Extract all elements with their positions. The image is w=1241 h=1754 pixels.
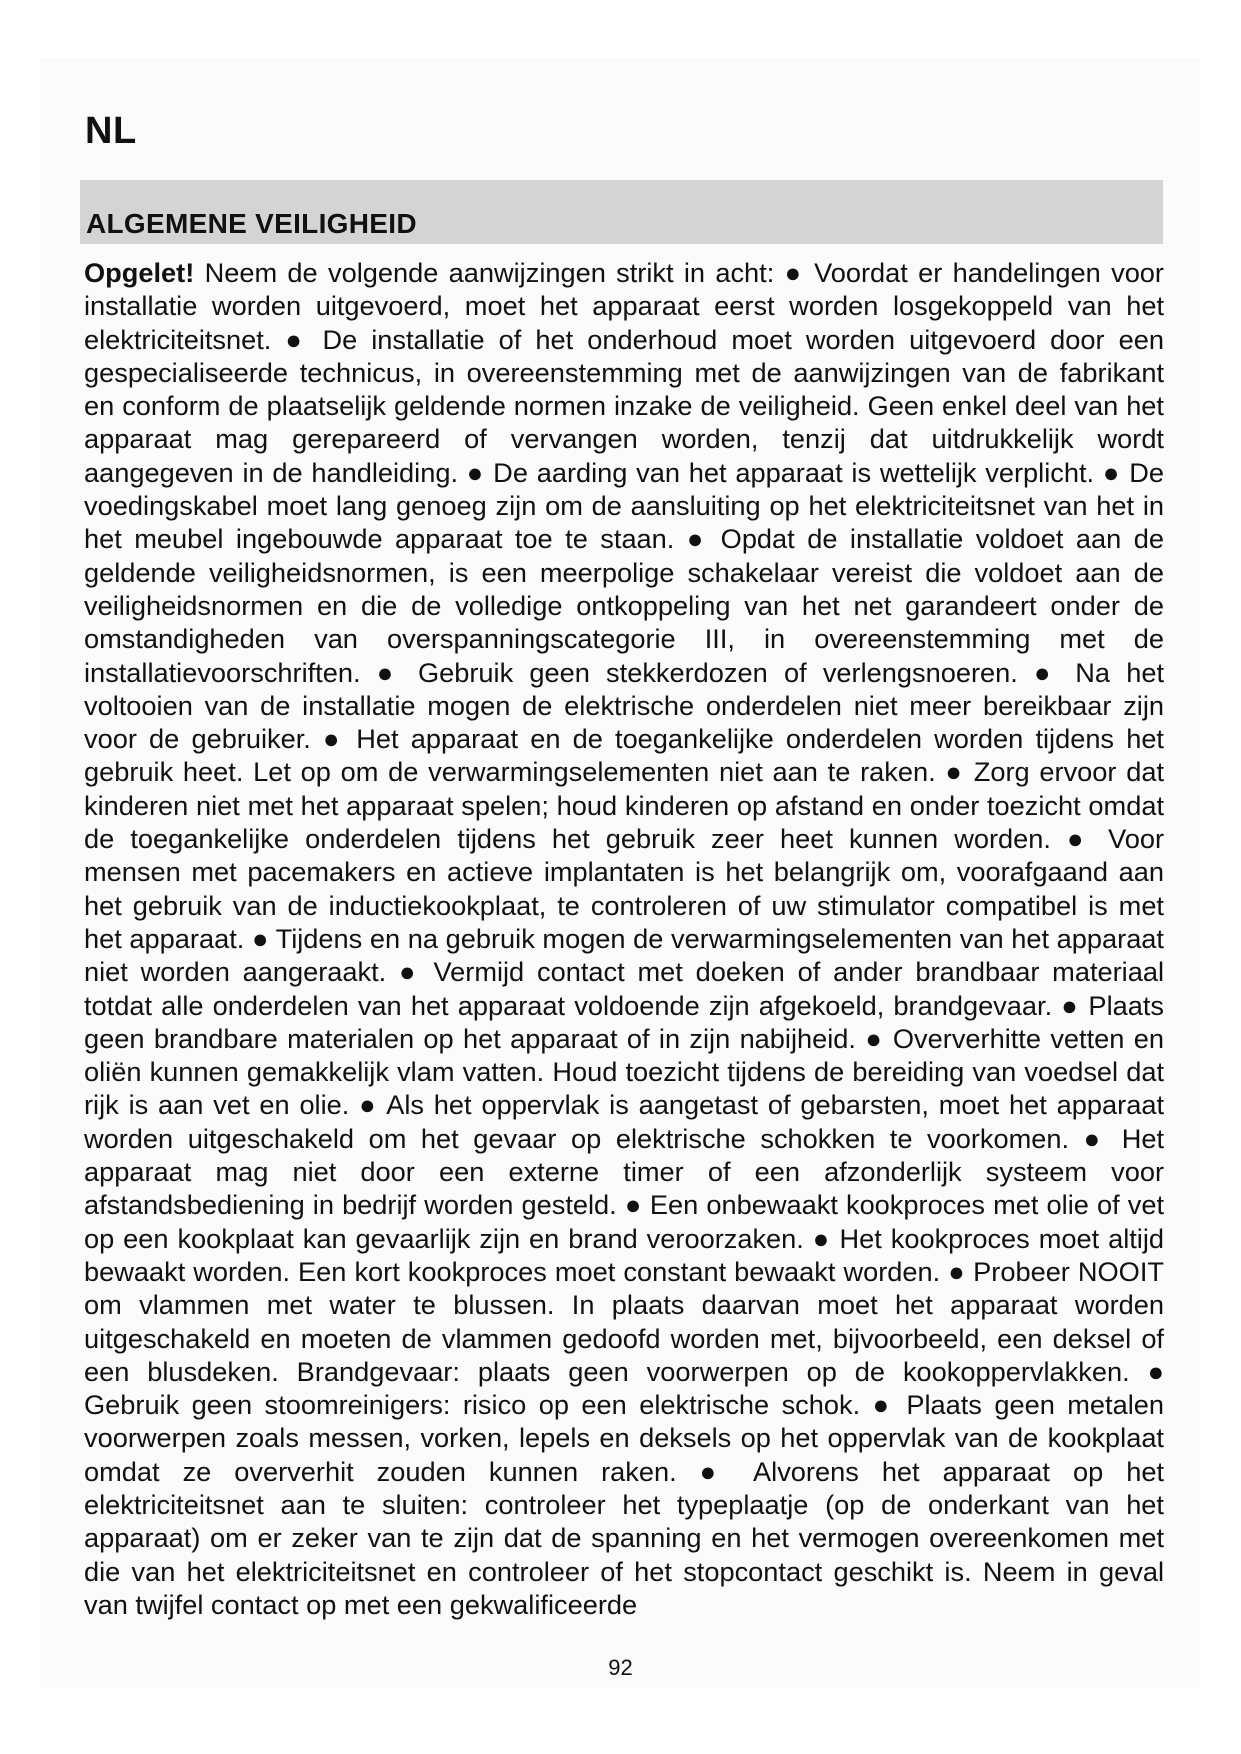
safety-instructions-paragraph bbox=[84, 256, 1164, 1621]
page-number: 92 bbox=[608, 1655, 633, 1680]
section-header-bar bbox=[80, 180, 1163, 244]
warning-lead: Opgelet! bbox=[84, 257, 195, 288]
language-code: NL bbox=[85, 110, 137, 152]
safety-instructions-text: Neem de volgende aanwijzingen strikt in acht: ● Voordat er handelingen voor installatie worden uitgevoerd, moet het apparaat eerst worden losgekoppeld van het elektriciteitsnet. ● De installatie of het onderhoud moet worden uitgevoerd door een gespecialiseerde technicus, in overeenstemming met de aanwijzingen van de fabrikant en conform de plaatselijk geldende normen inzake de veiligheid. Geen enkel deel van het apparaat mag gerepareerd of vervangen worden, tenzij dat uitdrukkelijk wordt aangegeven in de handleiding. ● De aarding van het apparaat is wettelijk verplicht. ● De voedingskabel moet lang genoeg zijn om de aansluiting op het elektriciteitsnet van het in het meubel ingebouwde apparaat toe te staan. ● Opdat de installatie voldoet aan de geldende veiligheidsnormen, is een meerpolige schakelaar vereist die voldoet aan de veiligheidsnormen en die de volledige ontkoppeling van het net garandeert onder de omstandigheden van overspanningscategorie III, in overeenstemming met de installatievoorschriften. ● Gebruik geen stekkerdozen of verlengsnoeren. ● Na het voltooien van de installatie mogen de elektrische onderdelen niet meer bereikbaar zijn voor de gebruiker. ● Het apparaat en de toegankelijke onderdelen worden tijdens het gebruik heet. Let op om de verwarmingselementen niet aan te raken. ● Zorg ervoor dat kinderen niet met het apparaat spelen; houd kinderen op afstand en onder toezicht omdat de toegankelijke onderdelen tijdens het gebruik zeer heet kunnen worden. ● Voor mensen met pacemakers en actieve implantaten is het belangrijk om, voorafgaand aan het gebruik van de inductiekookplaat, te controleren of uw stimulator compatibel is met het apparaat. ● Tijdens en na gebruik mogen de verwarmingselementen van het apparaat niet worden aangeraakt. ● Vermijd contact met doeken of ander brandbaar materiaal totdat alle onderdelen van het apparaat voldoende zijn afgekoeld, brandgevaar. ● Plaats geen brandbare materialen op het apparaat of in zijn nabijheid. ● Oververhitte vetten en oliën kunnen gemakkelijk vlam vatten. Houd toezicht tijdens de bereiding van voedsel dat rijk is aan vet en olie. ● Als het oppervlak is aangetast of gebarsten, moet het apparaat worden uitgeschakeld om het gevaar op elektrische schokken te voorkomen. ● Het apparaat mag niet door een externe timer of een afzonderlijk systeem voor afstandsbediening in bedrijf worden gesteld. ● Een onbewaakt kookproces met olie of vet op een kookplaat kan gevaarlijk zijn en brand veroorzaken. ● Het kookproces moet altijd bewaakt worden. Een kort kookproces moet constant bewaakt worden. ● Probeer NOOIT om vlammen met water te blussen. In plaats daarvan moet het apparaat worden uitgeschakeld en moeten de vlammen gedoofd worden met, bijvoorbeeld, een deksel of een blusdeken. Brandgevaar: plaats geen voorwerpen op de kookoppervlakken. ● Gebruik geen stoomreinigers: risico op een elektrische schok. ● Plaats geen metalen voorwerpen zoals messen, vorken, lepels en deksels op het oppervlak van de kookplaat omdat ze oververhit zouden kunnen raken. ● Alvorens het apparaat op het elektriciteitsnet aan te sluiten: controleer het typeplaatje (op de onderkant van het apparaat) om er zeker van te zijn dat de spanning en het vermogen overeenkomen met die van het elektriciteitsnet en controleer of het stopcontact geschikt is. Neem in geval van twijfel contact op met een gekwalificeerde bbox=[84, 257, 1164, 1620]
section-title: ALGEMENE VEILIGHEID bbox=[86, 208, 417, 239]
